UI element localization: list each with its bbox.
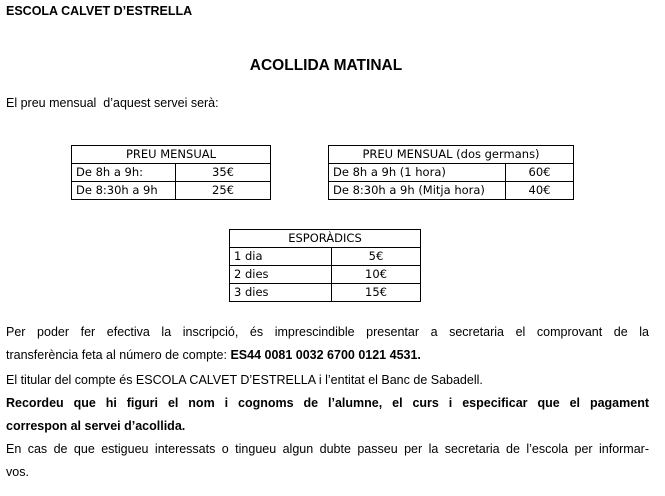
table-row [72, 164, 271, 182]
table-monthly-price [71, 145, 271, 200]
table-row [230, 284, 421, 302]
row-price: 40€ [506, 182, 574, 200]
intro-text: El preu mensual d’aquest servei serà: [6, 96, 219, 110]
paragraph-line [6, 344, 649, 367]
row-label: De 8:30h a 9h (Mitja hora) [329, 182, 506, 200]
table-row [329, 182, 574, 200]
row-price: 25€ [176, 182, 271, 200]
table-header: PREU MENSUAL [72, 146, 271, 164]
paragraph-line: correspon al servei d’acollida. [6, 418, 186, 433]
table-row [230, 248, 421, 266]
table-header-row [230, 230, 421, 248]
account-holder-text: El titular del compte és ESCOLA CALVET D’ESTRELLA i l’entitat el Banc de Sabadell. [6, 373, 483, 387]
contact-text [6, 438, 649, 483]
row-price: 10€ [332, 266, 421, 284]
row-label: 1 dia [230, 248, 332, 266]
payment-instructions [6, 321, 649, 366]
table-row [230, 266, 421, 284]
table-header-row [72, 146, 271, 164]
paragraph-line: En cas de que estigueu interessats o tingueu algun dubte passeu per la secretaria de l’escola per informar- [6, 442, 649, 456]
row-label: 3 dies [230, 284, 332, 302]
account-number: ES44 0081 0032 6700 0121 4531. [230, 347, 421, 362]
paragraph-line: Per poder fer efectiva la inscripció, és imprescindible presentar a secretaria el comprovant de la [6, 325, 649, 339]
row-label: De 8h a 9h: [72, 164, 176, 182]
paragraph-line: vos. [6, 464, 29, 479]
page-title: ACOLLIDA MATINAL [249, 57, 403, 74]
row-label: De 8:30h a 9h [72, 182, 176, 200]
table-row [329, 164, 574, 182]
table-occasional-price [229, 229, 421, 302]
school-name: ESCOLA CALVET D’ESTRELLA [6, 4, 193, 18]
paragraph-text: transferència feta al número de compte: [6, 347, 231, 362]
row-price: 5€ [332, 248, 421, 266]
row-price: 35€ [176, 164, 271, 182]
table-header: ESPORÀDICS [230, 230, 421, 248]
table-header-row [329, 146, 574, 164]
reminder-text [6, 392, 649, 437]
paragraph-line: Recordeu que hi figuri el nom i cognoms de l’alumne, el curs i especificar que el pagament [6, 396, 649, 410]
row-label: 2 dies [230, 266, 332, 284]
table-row [72, 182, 271, 200]
row-price: 15€ [332, 284, 421, 302]
table-header: PREU MENSUAL (dos germans) [329, 146, 574, 164]
row-price: 60€ [506, 164, 574, 182]
table-siblings-price [328, 145, 574, 200]
row-label: De 8h a 9h (1 hora) [329, 164, 506, 182]
